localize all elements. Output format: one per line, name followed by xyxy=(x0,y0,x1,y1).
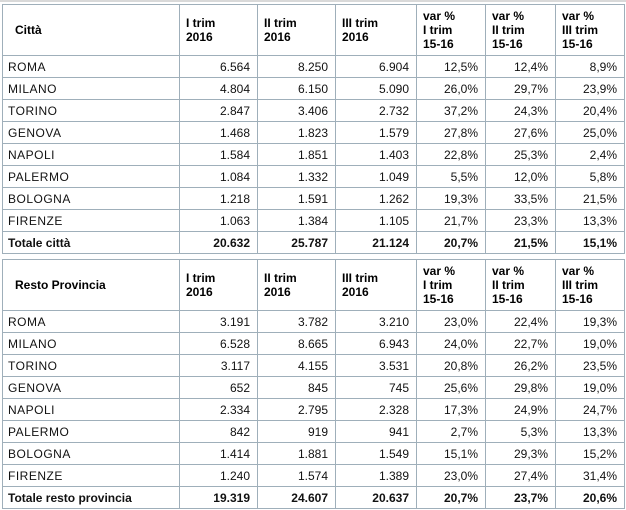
value-cell: 23,0% xyxy=(417,311,486,333)
column-header-line: III trim xyxy=(342,271,379,285)
row-label: NAPOLI xyxy=(3,399,180,421)
column-header-line: var % xyxy=(423,9,456,23)
value-cell: 29,3% xyxy=(486,443,556,465)
value-cell: 21.124 xyxy=(336,232,417,254)
row-label: PALERMO xyxy=(3,166,180,188)
value-cell: 1.403 xyxy=(336,144,417,166)
value-cell: 1.240 xyxy=(180,465,258,487)
table-title: Città xyxy=(3,5,180,56)
value-cell: 19,3% xyxy=(556,311,625,333)
value-cell: 3.191 xyxy=(180,311,258,333)
value-cell: 1.579 xyxy=(336,122,417,144)
value-cell: 2.847 xyxy=(180,100,258,122)
column-header xyxy=(336,260,417,311)
value-cell: 3.117 xyxy=(180,355,258,377)
row-label: ROMA xyxy=(3,56,180,78)
value-cell: 21,5% xyxy=(556,188,625,210)
value-cell: 1.389 xyxy=(336,465,417,487)
value-cell: 23,0% xyxy=(417,465,486,487)
column-header xyxy=(336,5,417,56)
value-cell: 20,4% xyxy=(556,100,625,122)
value-cell: 21,5% xyxy=(486,232,556,254)
value-cell: 25,6% xyxy=(417,377,486,399)
column-header-line: III trim xyxy=(562,23,599,37)
row-label: GENOVA xyxy=(3,122,180,144)
column-header-line: var % xyxy=(492,9,525,23)
value-cell: 6.904 xyxy=(336,56,417,78)
value-cell: 26,0% xyxy=(417,78,486,100)
value-cell: 5.090 xyxy=(336,78,417,100)
value-cell: 3.210 xyxy=(336,311,417,333)
column-header-line: II trim xyxy=(492,23,525,37)
report-page xyxy=(0,2,626,509)
value-cell: 2.795 xyxy=(258,399,336,421)
table-row xyxy=(3,78,625,100)
value-cell: 22,8% xyxy=(417,144,486,166)
value-cell: 2.328 xyxy=(336,399,417,421)
column-header-line: 15-16 xyxy=(423,292,454,306)
column-header-line: 15-16 xyxy=(562,37,593,51)
value-cell: 24,3% xyxy=(486,100,556,122)
value-cell: 1.881 xyxy=(258,443,336,465)
value-cell: 8.665 xyxy=(258,333,336,355)
column-header xyxy=(417,260,486,311)
column-header-line: I trim xyxy=(186,271,216,285)
column-header-line: 15-16 xyxy=(562,292,593,306)
column-header-line: I trim xyxy=(423,278,453,292)
column-header-line: var % xyxy=(423,264,456,278)
value-cell: 1.084 xyxy=(180,166,258,188)
value-cell: 1.384 xyxy=(258,210,336,232)
column-header xyxy=(486,5,556,56)
value-cell: 27,8% xyxy=(417,122,486,144)
column-header xyxy=(556,5,625,56)
value-cell: 24,9% xyxy=(486,399,556,421)
value-cell: 3.782 xyxy=(258,311,336,333)
row-label: BOLOGNA xyxy=(3,443,180,465)
value-cell: 842 xyxy=(180,421,258,443)
row-label: FIRENZE xyxy=(3,210,180,232)
citta-table xyxy=(2,4,625,254)
value-cell: 19,0% xyxy=(556,333,625,355)
column-header-line: 2016 xyxy=(342,30,369,44)
value-cell: 13,3% xyxy=(556,210,625,232)
value-cell: 20.632 xyxy=(180,232,258,254)
value-cell: 24,0% xyxy=(417,333,486,355)
column-header-line: 2016 xyxy=(342,285,369,299)
row-label: NAPOLI xyxy=(3,144,180,166)
table-row xyxy=(3,188,625,210)
value-cell: 652 xyxy=(180,377,258,399)
value-cell: 919 xyxy=(258,421,336,443)
value-cell: 23,3% xyxy=(486,210,556,232)
value-cell: 1.218 xyxy=(180,188,258,210)
value-cell: 8.250 xyxy=(258,56,336,78)
total-row xyxy=(3,232,625,254)
value-cell: 25,3% xyxy=(486,144,556,166)
value-cell: 5,8% xyxy=(556,166,625,188)
column-header-line: var % xyxy=(562,264,595,278)
table-row xyxy=(3,333,625,355)
value-cell: 33,5% xyxy=(486,188,556,210)
value-cell: 17,3% xyxy=(417,399,486,421)
value-cell: 1.591 xyxy=(258,188,336,210)
table-body xyxy=(3,311,625,509)
value-cell: 20.637 xyxy=(336,487,417,509)
column-header-line: 2016 xyxy=(264,285,291,299)
value-cell: 20,6% xyxy=(556,487,625,509)
column-header-line: I trim xyxy=(423,23,453,37)
table-row xyxy=(3,100,625,122)
value-cell: 22,4% xyxy=(486,311,556,333)
value-cell: 27,6% xyxy=(486,122,556,144)
column-header xyxy=(180,260,258,311)
value-cell: 6.150 xyxy=(258,78,336,100)
value-cell: 31,4% xyxy=(556,465,625,487)
value-cell: 29,8% xyxy=(486,377,556,399)
column-header-line: III trim xyxy=(342,16,379,30)
value-cell: 1.063 xyxy=(180,210,258,232)
table-header-row xyxy=(3,5,625,56)
table-row xyxy=(3,210,625,232)
value-cell: 2,7% xyxy=(417,421,486,443)
value-cell: 1.049 xyxy=(336,166,417,188)
row-label: TORINO xyxy=(3,100,180,122)
column-header-line: 15-16 xyxy=(492,37,523,51)
value-cell: 1.549 xyxy=(336,443,417,465)
value-cell: 19,3% xyxy=(417,188,486,210)
value-cell: 25.787 xyxy=(258,232,336,254)
row-label: MILANO xyxy=(3,78,180,100)
column-header xyxy=(180,5,258,56)
value-cell: 4.804 xyxy=(180,78,258,100)
value-cell: 20,8% xyxy=(417,355,486,377)
column-header-line: 2016 xyxy=(264,30,291,44)
table-row xyxy=(3,443,625,465)
column-header-line: 2016 xyxy=(186,30,213,44)
total-row xyxy=(3,487,625,509)
table-row xyxy=(3,399,625,421)
column-header-line: var % xyxy=(492,264,525,278)
column-header-line: 15-16 xyxy=(492,292,523,306)
table-row xyxy=(3,377,625,399)
value-cell: 1.851 xyxy=(258,144,336,166)
value-cell: 5,3% xyxy=(486,421,556,443)
table-title: Resto Provincia xyxy=(3,260,180,311)
row-label: MILANO xyxy=(3,333,180,355)
table-row xyxy=(3,122,625,144)
value-cell: 15,1% xyxy=(417,443,486,465)
value-cell: 5,5% xyxy=(417,166,486,188)
value-cell: 1.468 xyxy=(180,122,258,144)
value-cell: 6.564 xyxy=(180,56,258,78)
value-cell: 19.319 xyxy=(180,487,258,509)
row-label: PALERMO xyxy=(3,421,180,443)
column-header-line: II trim xyxy=(264,16,297,30)
value-cell: 29,7% xyxy=(486,78,556,100)
value-cell: 22,7% xyxy=(486,333,556,355)
value-cell: 1.414 xyxy=(180,443,258,465)
value-cell: 2.732 xyxy=(336,100,417,122)
value-cell: 1.584 xyxy=(180,144,258,166)
value-cell: 12,4% xyxy=(486,56,556,78)
value-cell: 12,0% xyxy=(486,166,556,188)
row-label: FIRENZE xyxy=(3,465,180,487)
value-cell: 24.607 xyxy=(258,487,336,509)
value-cell: 27,4% xyxy=(486,465,556,487)
column-header-line: II trim xyxy=(264,271,297,285)
value-cell: 12,5% xyxy=(417,56,486,78)
resto-provincia-table xyxy=(2,259,625,509)
value-cell: 25,0% xyxy=(556,122,625,144)
value-cell: 941 xyxy=(336,421,417,443)
row-label: GENOVA xyxy=(3,377,180,399)
table-row xyxy=(3,56,625,78)
value-cell: 23,9% xyxy=(556,78,625,100)
value-cell: 2,4% xyxy=(556,144,625,166)
column-header-line: 2016 xyxy=(186,285,213,299)
table-row xyxy=(3,355,625,377)
value-cell: 6.943 xyxy=(336,333,417,355)
value-cell: 4.155 xyxy=(258,355,336,377)
column-header xyxy=(258,260,336,311)
value-cell: 3.531 xyxy=(336,355,417,377)
column-header-line: 15-16 xyxy=(423,37,454,51)
value-cell: 21,7% xyxy=(417,210,486,232)
column-header-line: I trim xyxy=(186,16,216,30)
value-cell: 37,2% xyxy=(417,100,486,122)
value-cell: 15,1% xyxy=(556,232,625,254)
value-cell: 23,7% xyxy=(486,487,556,509)
column-header xyxy=(486,260,556,311)
row-label: Totale resto provincia xyxy=(3,487,180,509)
value-cell: 6.528 xyxy=(180,333,258,355)
row-label: BOLOGNA xyxy=(3,188,180,210)
table-row xyxy=(3,465,625,487)
value-cell: 845 xyxy=(258,377,336,399)
table-row xyxy=(3,144,625,166)
value-cell: 2.334 xyxy=(180,399,258,421)
value-cell: 1.332 xyxy=(258,166,336,188)
value-cell: 3.406 xyxy=(258,100,336,122)
value-cell: 1.262 xyxy=(336,188,417,210)
value-cell: 8,9% xyxy=(556,56,625,78)
value-cell: 24,7% xyxy=(556,399,625,421)
column-header-line: var % xyxy=(562,9,595,23)
column-header-line: III trim xyxy=(562,278,599,292)
table-row xyxy=(3,311,625,333)
value-cell: 20,7% xyxy=(417,232,486,254)
table-row xyxy=(3,421,625,443)
value-cell: 19,0% xyxy=(556,377,625,399)
row-label: Totale città xyxy=(3,232,180,254)
row-label: ROMA xyxy=(3,311,180,333)
column-header xyxy=(258,5,336,56)
value-cell: 15,2% xyxy=(556,443,625,465)
value-cell: 745 xyxy=(336,377,417,399)
column-header xyxy=(417,5,486,56)
value-cell: 20,7% xyxy=(417,487,486,509)
value-cell: 23,5% xyxy=(556,355,625,377)
value-cell: 13,3% xyxy=(556,421,625,443)
value-cell: 26,2% xyxy=(486,355,556,377)
column-header-line: II trim xyxy=(492,278,525,292)
row-label: TORINO xyxy=(3,355,180,377)
value-cell: 1.574 xyxy=(258,465,336,487)
value-cell: 1.105 xyxy=(336,210,417,232)
table-row xyxy=(3,166,625,188)
value-cell: 1.823 xyxy=(258,122,336,144)
table-header-row xyxy=(3,260,625,311)
column-header xyxy=(556,260,625,311)
table-body xyxy=(3,56,625,254)
